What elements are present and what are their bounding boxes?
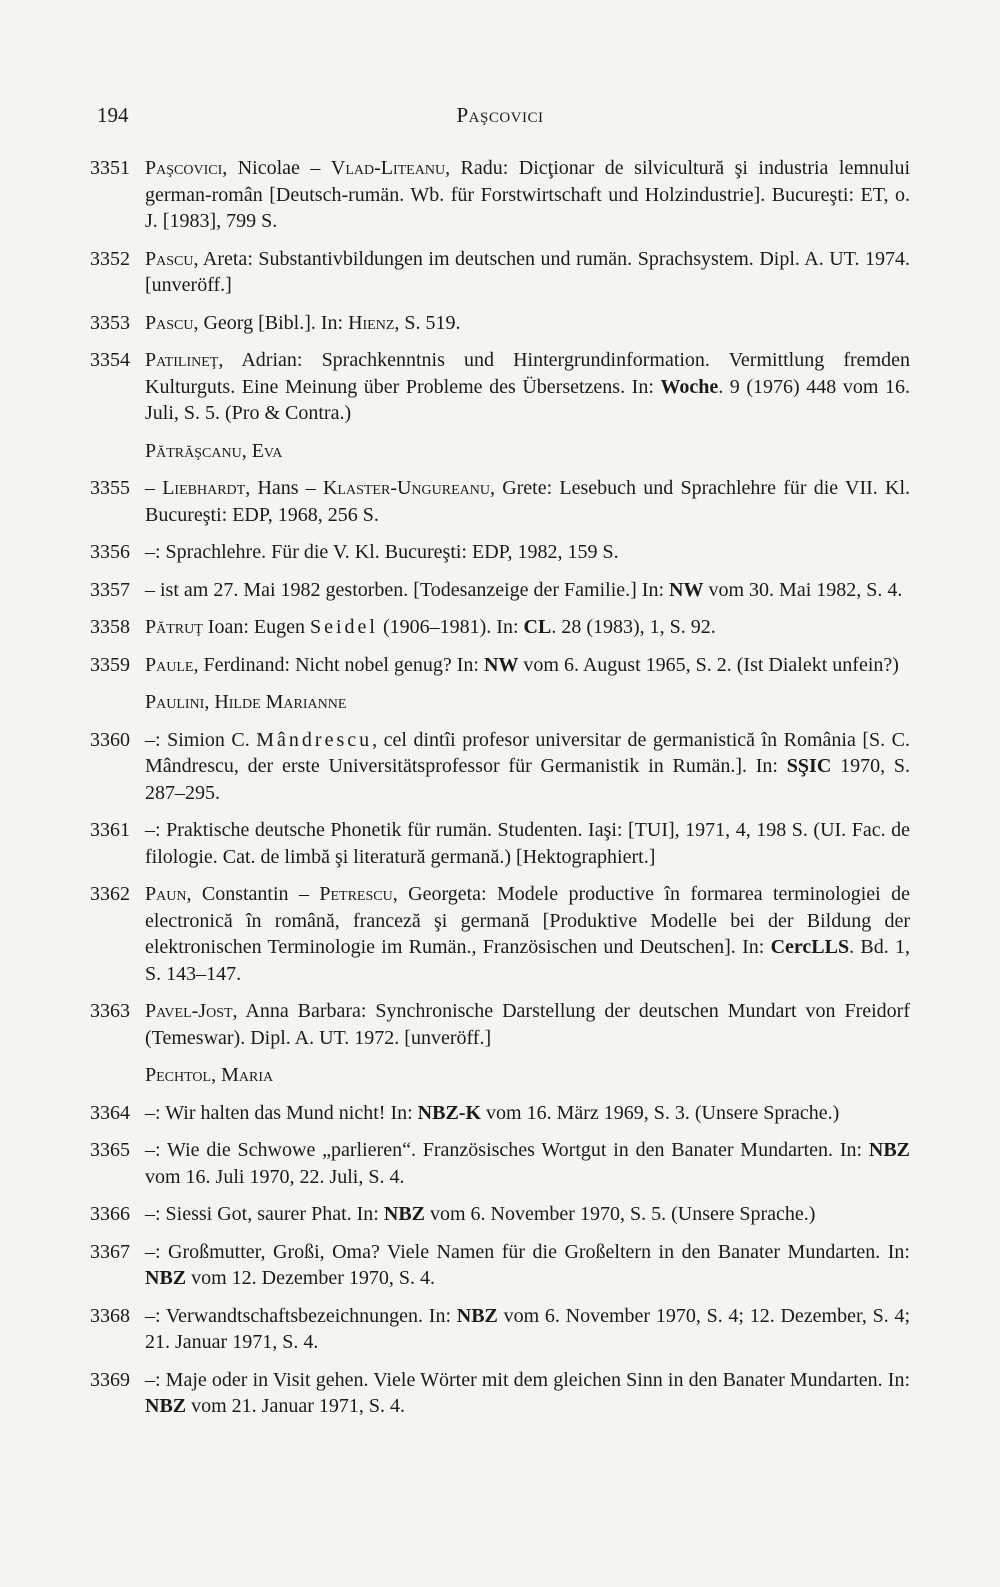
entry-number: 3369 xyxy=(90,1368,130,1391)
entry-text-run: –: Wie die Schwowe „parlieren“. Französisches Wortgut in den Banater Mundarten. In: xyxy=(145,1139,869,1161)
entry-text-run: . 9 (1976) 448 vom 16. Juli, S. 5. (Pro & Contra.) xyxy=(145,375,910,424)
entry-text-run: NBZ-K xyxy=(417,1101,482,1124)
entry-text-run: vom 6. August 1965, S. 2. (Ist Dialekt unfein?) xyxy=(518,653,899,676)
entry-text xyxy=(145,539,910,566)
entry-text-run: – xyxy=(145,477,163,499)
entry-text xyxy=(145,881,910,987)
entry-text-run: Ioan: Eugen xyxy=(202,616,310,638)
entry-text-run: vom 6. November 1970, S. 4; 12. Dezember, S. 4; 21. Januar 1971, S. 4. xyxy=(145,1304,911,1353)
entry-text-run: Liebhardt xyxy=(162,477,246,499)
entry-text-run: 1970, S. 287–295. xyxy=(145,755,910,804)
entry-text-run: CercLLS xyxy=(770,936,850,958)
entry-text xyxy=(145,727,910,807)
entry-text-run: , cel dintîi profesor universitar de germanistică în România [S. C. Mândrescu, der erste Universitätsprofessor für Germanistik in Rumän.]. In: xyxy=(145,728,910,777)
entry-text-run: NBZ xyxy=(456,1304,498,1327)
entry-text xyxy=(145,1201,910,1228)
author-heading xyxy=(90,689,910,716)
page-number: 194 xyxy=(97,103,129,127)
entry-text-run: Paule xyxy=(145,653,194,676)
entry-text xyxy=(145,310,910,337)
bibliography-entry xyxy=(90,817,910,870)
entry-text xyxy=(145,1100,910,1127)
bibliography-entry xyxy=(90,727,910,807)
entry-text-run: (1906–1981). In: xyxy=(377,616,524,638)
bibliography-entry xyxy=(90,881,910,987)
entry-text-run: Pavel-Jost xyxy=(145,1000,233,1022)
entry-number: 3365 xyxy=(90,1139,130,1161)
entry-text-run: , Areta: Substantivbildungen im deutschen und rumän. Sprachsystem. Dipl. A. UT. 1974. [unveröff.] xyxy=(145,247,910,296)
entry-text xyxy=(145,1137,910,1190)
entry-text-run: –: Siessi Got, saurer Phat. In: xyxy=(145,1203,384,1225)
entry-number: 3360 xyxy=(90,728,130,751)
entry-text-run: , Georgeta: Modele productive în formarea terminologiei de electronică în română, franceză şi germană [Produktive Modelle bei der Bildung der elektronischen Terminologie im Rumän., Französischen und Deutschen]. In: xyxy=(145,883,911,958)
entry-number: 3352 xyxy=(90,247,130,270)
entry-text-run: Petrescu xyxy=(319,883,393,905)
bibliography-entry xyxy=(90,1100,910,1127)
entry-number: 3351 xyxy=(90,157,130,179)
bibliography-entry xyxy=(90,652,910,679)
entry-text-run: –: Wir halten das Mund nicht! In: xyxy=(145,1101,418,1124)
entry-text-run: , Anna Barbara: Synchronische Darstellung der deutschen Mundart von Freidorf (Temeswar). Dipl. A. UT. 1972. [unveröff.] xyxy=(145,1000,910,1049)
entry-text-run: –: Maje oder in Visit gehen. Viele Wörter mit dem gleichen Sinn in den Banater Mundarten. In: xyxy=(145,1368,910,1391)
entry-number: 3367 xyxy=(90,1240,130,1263)
entry-text-run: Paşcovici xyxy=(145,157,223,179)
entry-text-run: vom 16. März 1969, S. 3. (Unsere Sprache.) xyxy=(481,1101,840,1124)
entry-text xyxy=(145,614,910,641)
entry-text-run: –: Großmutter, Großi, Oma? Viele Namen für die Großeltern in den Banater Mundarten. In: xyxy=(145,1240,910,1263)
entry-number: 3363 xyxy=(90,1000,130,1022)
bibliography-entry xyxy=(90,614,910,641)
entry-text-run: Woche xyxy=(660,375,719,398)
bibliography-entry xyxy=(90,310,910,337)
entry-text xyxy=(145,652,910,679)
entry-text-run: Seidel xyxy=(309,616,378,638)
entry-number: 3356 xyxy=(90,541,130,563)
entry-text-run: , Nicolae – xyxy=(222,157,331,179)
entry-text-run: , Georg [Bibl.]. In: xyxy=(193,311,349,334)
entry-text-run: , Radu: Dicţionar de silvicultură şi industria lemnului german-român [Deutsch-rumän. Wb. für Forstwirtschaft und Holzindustrie]. Bucureşti: ET, o. J. [1983], 799 S. xyxy=(145,157,911,232)
entry-text-run: Klaster-Ungureanu xyxy=(322,477,490,499)
entry-text-run: vom 12. Dezember 1970, S. 4. xyxy=(186,1267,435,1289)
entry-text-run: Paun xyxy=(145,883,187,905)
author-heading-text: Paulini, Hilde Marianne xyxy=(145,691,347,713)
entry-text xyxy=(145,998,910,1051)
entry-text-run: NBZ xyxy=(145,1267,187,1289)
entry-text-run: . 28 (1983), 1, S. 92. xyxy=(551,616,716,638)
entry-text-run: Vlad-Liteanu xyxy=(330,157,446,179)
bibliography-entry xyxy=(90,539,910,566)
entry-text xyxy=(145,475,910,528)
entry-text-run: NBZ xyxy=(868,1139,910,1161)
entry-text xyxy=(145,1239,910,1292)
author-heading-text: Pătrăşcanu, Eva xyxy=(145,439,283,462)
entry-text-run: NBZ xyxy=(383,1203,425,1225)
entry-text-run: Patilineţ xyxy=(145,349,219,371)
entry-number: 3362 xyxy=(90,883,130,905)
entry-number: 3366 xyxy=(90,1203,130,1225)
bibliography-entry xyxy=(90,998,910,1051)
bibliography-entry xyxy=(90,1137,910,1190)
entry-text-run: Pascu xyxy=(145,311,194,334)
entry-text xyxy=(145,577,910,604)
entry-text-run: vom 6. November 1970, S. 5. (Unsere Sprache.) xyxy=(425,1203,816,1225)
entry-text xyxy=(145,347,910,427)
entry-text xyxy=(145,155,910,235)
entry-text xyxy=(145,1367,910,1420)
entry-text-run: Pascu xyxy=(145,247,194,270)
entry-number: 3358 xyxy=(90,616,130,638)
entry-text xyxy=(145,1303,910,1356)
entry-text-run: vom 21. Januar 1971, S. 4. xyxy=(186,1395,406,1417)
bibliography-entry xyxy=(90,577,910,604)
entry-text-run: SŞIC xyxy=(786,755,832,777)
entry-number: 3355 xyxy=(90,477,130,499)
entry-number: 3361 xyxy=(90,819,130,841)
entry-number: 3354 xyxy=(90,349,130,371)
entry-text-run: Pătruţ xyxy=(145,616,203,638)
entry-text-run: . Bd. 1, S. 143–147. xyxy=(145,936,910,985)
bibliography-entry xyxy=(90,1201,910,1228)
bibliography-entry xyxy=(90,475,910,528)
entry-text-run: vom 30. Mai 1982, S. 4. xyxy=(703,578,903,601)
bibliography-entry xyxy=(90,347,910,427)
entry-number: 3364 xyxy=(90,1101,130,1124)
entry-number: 3357 xyxy=(90,578,130,601)
bibliography-entry xyxy=(90,1239,910,1292)
entry-text-run: vom 16. Juli 1970, 22. Juli, S. 4. xyxy=(145,1165,405,1188)
entry-text-run: , Ferdinand: Nicht nobel genug? In: xyxy=(193,653,484,676)
bibliography-entry xyxy=(90,1303,910,1356)
entry-text-run: –: Praktische deutsche Phonetik für rumän. Studenten. Iaşi: [TUI], 1971, 4, 198 S. (UI. Fac. de filologie. Cat. de limbă şi literatură germană.) [Hektographiert.] xyxy=(145,819,910,868)
entry-text-run: , Hans – xyxy=(245,477,323,499)
entry-text-run: , Grete: Lesebuch und Sprachlehre für die VII. Kl. Bucureşti: EDP, 1968, 256 S. xyxy=(145,477,910,526)
entry-text-run: NBZ xyxy=(145,1395,187,1417)
entry-text-run: – ist am 27. Mai 1982 gestorben. [Todesanzeige der Familie.] In: xyxy=(145,578,670,601)
entry-number: 3353 xyxy=(90,311,130,334)
entry-number: 3368 xyxy=(90,1304,130,1327)
entry-text-run: Hienz xyxy=(348,311,395,334)
entry-text-run: NW xyxy=(669,578,704,601)
entry-text-run: –: Verwandtschaftsbezeichnungen. In: xyxy=(145,1304,457,1327)
bibliography-entry xyxy=(90,155,910,235)
author-heading xyxy=(90,438,910,465)
entry-text xyxy=(145,817,910,870)
bibliography-entry xyxy=(90,1367,910,1420)
entry-text-run: CL xyxy=(523,616,552,638)
entry-text-run: Mândrescu xyxy=(256,728,373,751)
entry-text-run: NW xyxy=(483,653,519,676)
entry-text-run: , S. 519. xyxy=(394,311,461,334)
entry-text-run: –: Sprachlehre. Für die V. Kl. Bucureşti: EDP, 1982, 159 S. xyxy=(145,541,619,563)
bibliography-list xyxy=(90,155,910,1431)
entry-number: 3359 xyxy=(90,653,130,676)
entry-text-run: , Constantin – xyxy=(186,883,320,905)
bibliography-entry xyxy=(90,246,910,299)
entry-text-run: –: Simion C. xyxy=(145,728,257,751)
author-heading-text: Pechtol, Maria xyxy=(145,1064,274,1086)
author-heading xyxy=(90,1062,910,1089)
entry-text-run: , Adrian: Sprachkenntnis und Hintergrundinformation. Vermittlung fremden Kulturguts. Eine Meinung über Probleme des Übersetzens. In: xyxy=(145,349,910,398)
entry-text xyxy=(145,246,910,299)
running-head: Paşcovici xyxy=(456,103,544,127)
